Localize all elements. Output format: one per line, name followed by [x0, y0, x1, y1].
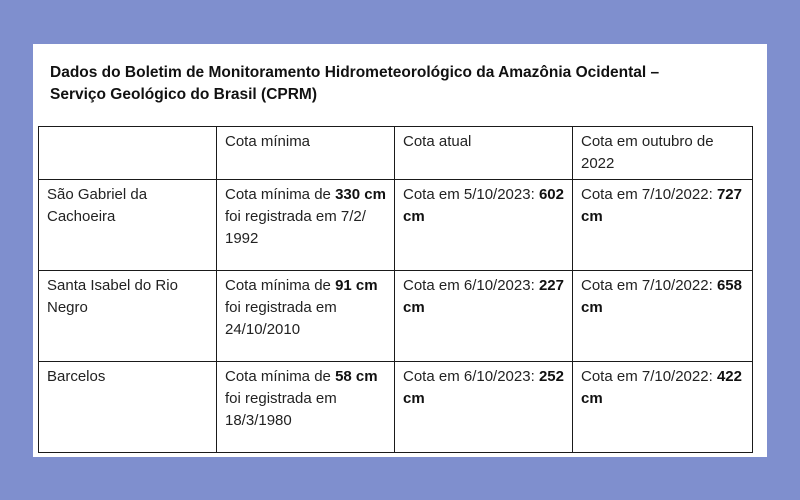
october-2022-cell	[573, 271, 753, 362]
min-suffix: foi registrada em 7/2/ 1992	[225, 208, 366, 247]
min-prefix: Cota mínima de	[225, 186, 331, 203]
min-value: 91 cm	[335, 277, 378, 294]
min-level-cell	[217, 362, 395, 453]
october-value: 658 cm	[581, 277, 742, 316]
current-value: 227 cm	[403, 277, 564, 316]
current-value: 602 cm	[403, 186, 564, 225]
table-header-row	[39, 127, 753, 180]
october-2022-cell	[573, 362, 753, 453]
current-label: Cota em 6/10/2023:	[403, 368, 535, 385]
table-row	[39, 180, 753, 271]
location-cell: Barcelos	[39, 362, 217, 453]
current-level-cell	[395, 271, 573, 362]
header-cell-current-level: Cota atual	[395, 127, 573, 180]
october-label: Cota em 7/10/2022:	[581, 186, 713, 203]
min-level-cell	[217, 271, 395, 362]
min-prefix: Cota mínima de	[225, 277, 331, 294]
october-value: 422 cm	[581, 368, 742, 407]
data-table	[38, 126, 753, 453]
min-value: 58 cm	[335, 368, 378, 385]
title-line-2: Serviço Geológico do Brasil (CPRM)	[50, 86, 317, 103]
october-label: Cota em 7/10/2022:	[581, 368, 713, 385]
current-value: 252 cm	[403, 368, 564, 407]
table-row	[39, 271, 753, 362]
october-label: Cota em 7/10/2022:	[581, 277, 713, 294]
min-prefix: Cota mínima de	[225, 368, 331, 385]
document-title	[50, 62, 740, 106]
current-level-cell	[395, 362, 573, 453]
document-card	[33, 44, 767, 457]
october-value: 727 cm	[581, 186, 742, 225]
location-cell: São Gabriel da Cachoeira	[39, 180, 217, 271]
title-line-1: Dados do Boletim de Monitoramento Hidrometeorológico da Amazônia Ocidental –	[50, 64, 660, 81]
min-level-cell	[217, 180, 395, 271]
header-cell-location	[39, 127, 217, 180]
location-cell: Santa Isabel do Rio Negro	[39, 271, 217, 362]
october-2022-cell	[573, 180, 753, 271]
table-row	[39, 362, 753, 453]
min-suffix: foi registrada em 18/3/1980	[225, 390, 337, 429]
current-label: Cota em 5/10/2023:	[403, 186, 535, 203]
min-suffix: foi registrada em 24/10/2010	[225, 299, 337, 338]
current-level-cell	[395, 180, 573, 271]
header-cell-min-level: Cota mínima	[217, 127, 395, 180]
current-label: Cota em 6/10/2023:	[403, 277, 535, 294]
header-cell-october-2022: Cota em outubro de 2022	[573, 127, 753, 180]
min-value: 330 cm	[335, 186, 386, 203]
